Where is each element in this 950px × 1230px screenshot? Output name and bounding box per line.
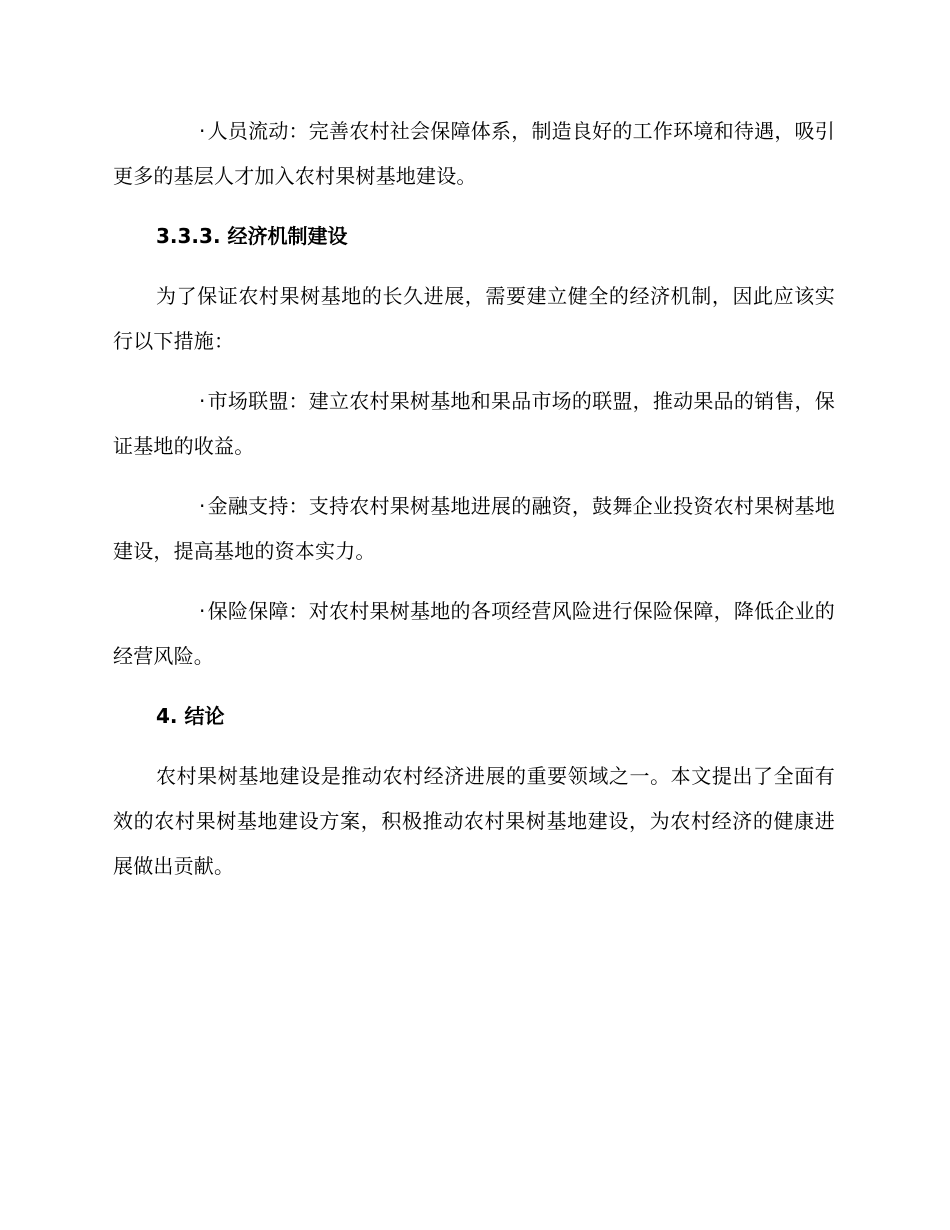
bullet-dot: · bbox=[199, 119, 206, 143]
bullet-dot: · bbox=[199, 389, 206, 413]
heading-economic-mechanism: 3.3.3. 经济机制建设 bbox=[156, 224, 348, 248]
heading-conclusion: 4. 结论 bbox=[156, 704, 225, 728]
bullet-insurance-text: 保险保障：对农村果树基地的各项经营风险进行保险保障，降低企业的经营风险。 bbox=[113, 599, 835, 668]
bullet-personnel-text: 人员流动：完善农村社会保障体系，制造良好的工作环境和待遇，吸引更多的基层人才加入农村果树基地建设。 bbox=[113, 119, 835, 188]
bullet-market bbox=[113, 379, 835, 469]
bullet-finance-text: 金融支持：支持农村果树基地进展的融资，鼓舞企业投资农村果树基地建设，提高基地的资本实力。 bbox=[113, 494, 835, 563]
document-page bbox=[113, 109, 835, 904]
bullet-market-text: 市场联盟：建立农村果树基地和果品市场的联盟，推动果品的销售，保证基地的收益。 bbox=[113, 389, 835, 458]
bullet-insurance bbox=[113, 589, 835, 679]
bullet-dot: · bbox=[199, 494, 206, 518]
bullet-dot: · bbox=[199, 599, 206, 623]
bullet-finance bbox=[113, 484, 835, 574]
conclusion-paragraph: 农村果树基地建设是推动农村经济进展的重要领域之一。本文提出了全面有效的农村果树基地建设方案，积极推动农村果树基地建设，为农村经济的健康进展做出贡献。 bbox=[113, 764, 835, 878]
bullet-personnel bbox=[113, 109, 835, 199]
intro-economic-paragraph: 为了保证农村果树基地的长久进展，需要建立健全的经济机制，因此应该实行以下措施： bbox=[113, 284, 835, 353]
